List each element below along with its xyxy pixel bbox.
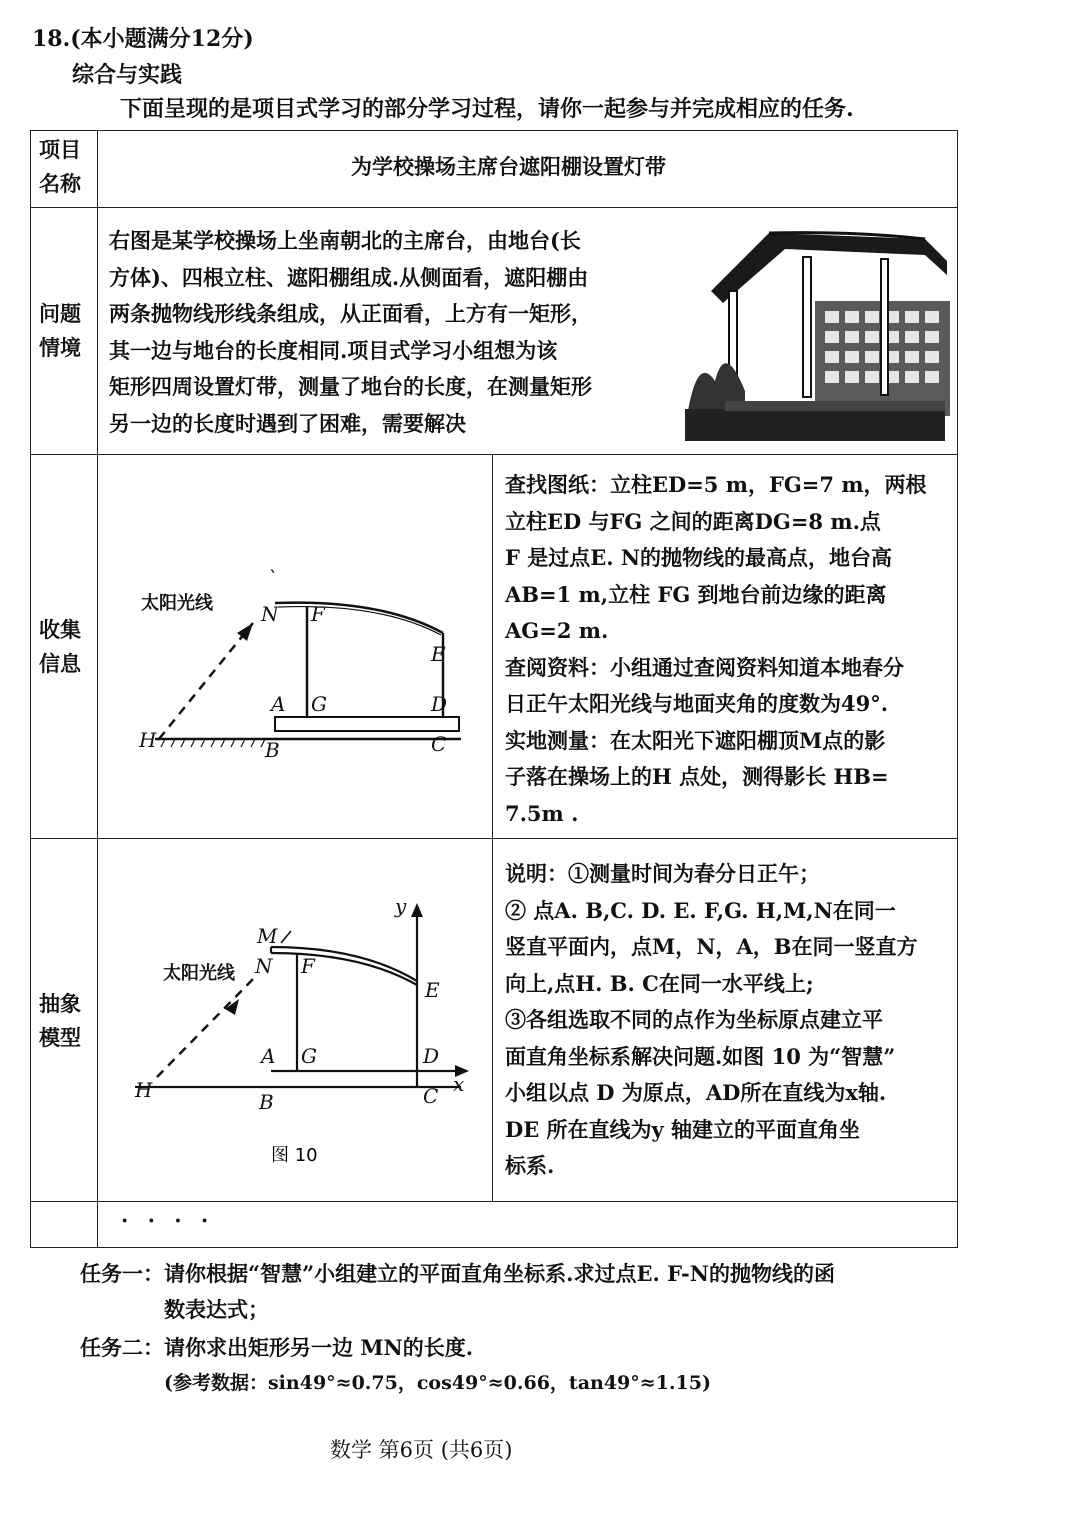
point-e: E <box>431 642 446 666</box>
collect-label: 收集信息 <box>39 617 81 676</box>
point-c: C <box>431 732 447 756</box>
point-g: G <box>301 1044 317 1068</box>
point-a: A <box>261 1044 276 1068</box>
tick-mark: ˋ <box>267 566 277 590</box>
point-b: B <box>259 1090 274 1114</box>
point-g: G <box>311 692 327 716</box>
stage-photo <box>685 231 955 443</box>
project-name: 为学校操场主席台遮阳棚设置灯带 <box>351 154 666 179</box>
point-f: F <box>301 954 315 978</box>
collect-text: 查找图纸：立柱ED=5 m，FG=7 m，两根 立柱ED 与FG 之间的距离DG=8 m.点 F 是过点E. N的抛物线的最高点，地台高 AB=1 m,立柱 FG 到地台前边缘的距离 AG=2 m. 查阅资料：小组通过查阅资料知道本地春分 日正午太阳光线与地面夹角的度数为49°. 实地测量：在太阳光下遮阳棚顶M点的影 子落在操场上的H 点处，测得影长 HB= 7.5m . <box>505 472 927 826</box>
task-two: 任务二：请你求出矩形另一边 MN的长度. <box>80 1335 474 1360</box>
point-h: H <box>139 728 157 752</box>
model-text: 说明：①测量时间为春分日正午； ② 点A. B,C. D. E. F,G. H,M,N在同一 竖直平面内，点M，N，A，B在同一竖直方 向上,点H. B. C在同一水平线上; ③各组选取不同的点作为坐标原点建立平 面直角坐标系解决问题.如图 10 为“智慧” 小组以点 D 为原点，AD所在直线为x轴. DE 所在直线为y 轴建立的平面直角坐 标系. <box>505 861 918 1178</box>
x-axis-label: x <box>453 1072 465 1096</box>
task-one: 任务一：请你根据“智慧”小组建立的平面直角坐标系.求过点E. F-N的抛物线的函 <box>80 1261 835 1286</box>
sun-ray-line <box>157 975 257 1077</box>
point-d: D <box>423 1044 440 1068</box>
scenario-text: 右图是某学校操场上坐南朝北的主席台，由地台(长 方体)、四根立柱、遮阳棚组成.从侧面看，遮阳棚由 两条抛物线形线条组成，从正面看，上方有一矩形， 其一边与地台的长度相同.项目式学习小组想为该 矩形四周设置灯带，测量了地台的长度，在测量矩形 另一边的长度时遇到了困难，需要解决 <box>109 228 592 436</box>
project-name-label: 项目名称 <box>39 137 81 196</box>
point-f: F <box>311 602 325 626</box>
ellipsis: · · · · <box>121 1208 215 1233</box>
section-title: 综合与实践 <box>72 62 183 88</box>
point-b: B <box>265 738 280 761</box>
question-number: 18.(本小题满分12分) <box>32 26 254 52</box>
sun-ray-line <box>159 623 253 739</box>
reference-data: (参考数据：sin49°≈0.75，cos49°≈0.66，tan49°≈1.15) <box>164 1372 711 1394</box>
point-n: N <box>261 602 279 626</box>
point-c: C <box>423 1084 439 1108</box>
page-footer: 数学 第6页 (共6页) <box>330 1438 513 1462</box>
diagram-collect <box>131 561 481 761</box>
sun-ray-label: 太阳光线 <box>163 963 235 984</box>
point-n: N <box>255 954 273 978</box>
y-axis-label: y <box>395 894 407 918</box>
task-one-cont: 数表达式； <box>164 1297 269 1322</box>
model-label: 抽象模型 <box>39 991 81 1050</box>
project-table <box>30 130 958 1248</box>
point-h: H <box>135 1078 153 1102</box>
figure-caption: 图 10 <box>271 1145 318 1166</box>
point-e: E <box>425 978 440 1002</box>
diagram-model <box>121 891 491 1191</box>
point-m: M <box>257 924 278 948</box>
sun-ray-label: 太阳光线 <box>141 593 213 614</box>
point-d: D <box>431 692 448 716</box>
intro-text: 下面呈现的是项目式学习的部分学习过程，请你一起参与并完成相应的任务. <box>120 96 854 122</box>
scenario-label: 问题情境 <box>39 301 81 360</box>
platform <box>275 717 459 731</box>
point-a: A <box>271 692 286 716</box>
